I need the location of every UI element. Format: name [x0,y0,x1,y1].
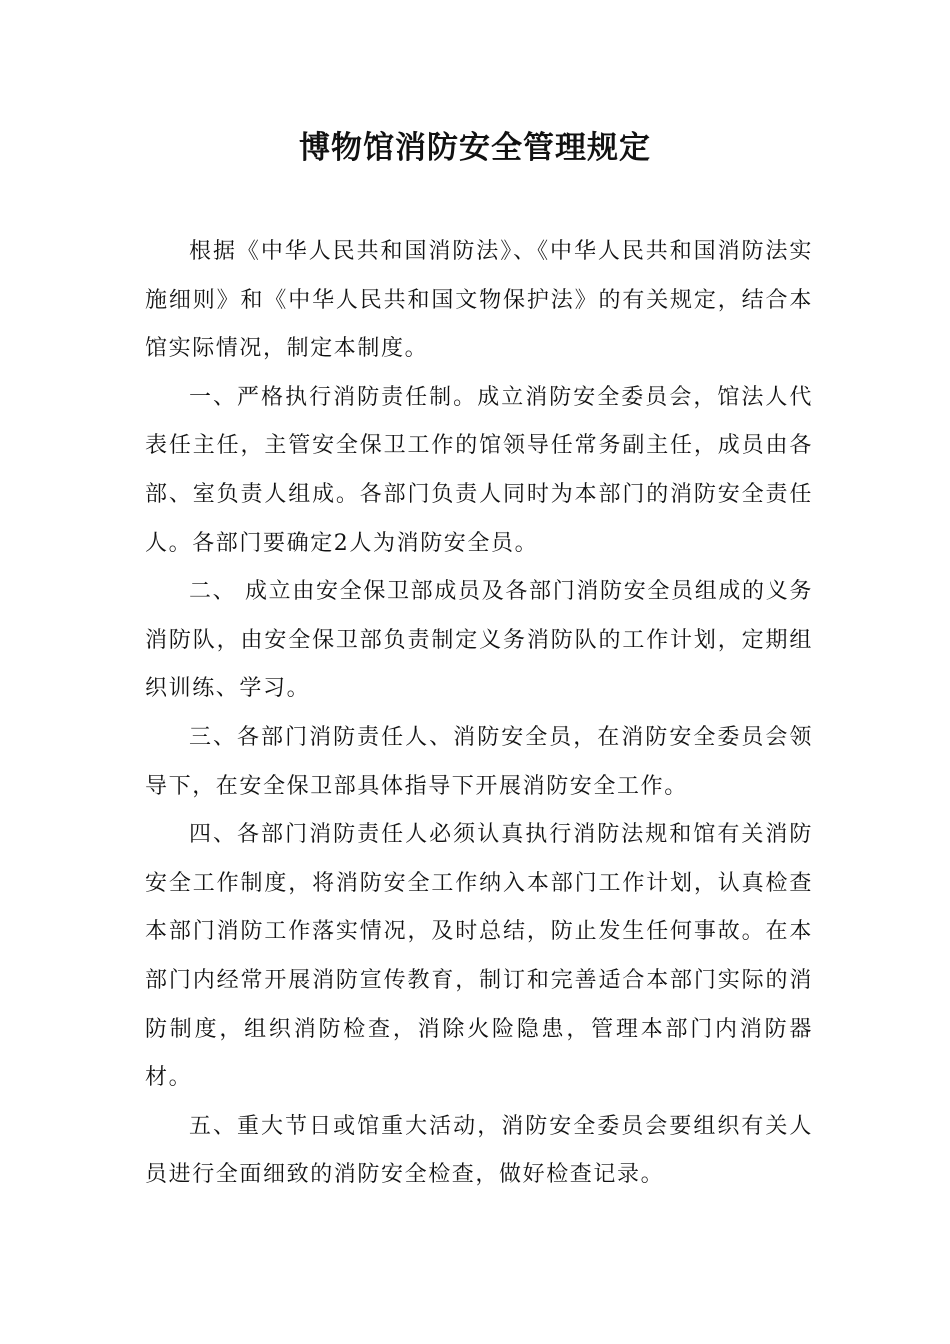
document-body [145,228,813,1200]
document-title: 博物馆消防安全管理规定 [299,130,651,166]
paragraph-article-3: 三、各部门消防责任人、消防安全员，在消防安全委员会领导下，在安全保卫部具体指导下开展消防安全工作。 [145,724,813,799]
paragraph-article-1: 一、严格执行消防责任制。成立消防安全委员会，馆法人代表任主任，主管安全保卫工作的馆领导任常务副主任，成员由各部、室负责人组成。各部门负责人同时为本部门的消防安全责任人。各部门要确定2人为消防安全员。 [145,384,813,556]
paragraph-article-4: 四、各部门消防责任人必须认真执行消防法规和馆有关消防安全工作制度，将消防安全工作纳入本部门工作计划，认真检查本部门消防工作落实情况，及时总结，防止发生任何事故。在本部门内经常开展消防宣传教育，制订和完善适合本部门实际的消防制度，组织消防检查，消除火险隐患，管理本部门内消防器材。 [145,822,813,1091]
paragraph-article-2: 二、 成立由安全保卫部成员及各部门消防安全员组成的义务消防队，由安全保卫部负责制定义务消防队的工作计划，定期组织训练、学习。 [145,579,813,702]
paragraph-preamble: 根据《中华人民共和国消防法》、《中华人民共和国消防法实施细则》和《中华人民共和国文物保护法》的有关规定，结合本馆实际情况，制定本制度。 [145,239,813,362]
paragraph-article-5: 五、重大节日或馆重大活动，消防安全委员会要组织有关人员进行全面细致的消防安全检查，做好检查记录。 [145,1113,813,1188]
